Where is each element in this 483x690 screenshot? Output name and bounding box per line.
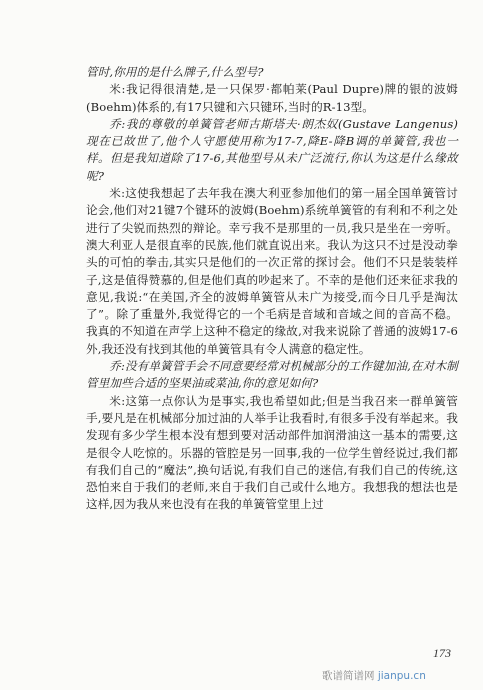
paragraph-4: 乔:没有单簧管手会不同意要经常对机械部分的工作键加油,在对木制管里加些合适的坚果油或菜油,你的意见如何? bbox=[86, 359, 458, 391]
watermark bbox=[322, 668, 426, 683]
paragraph-0: 管时,你用的是什么牌子,什么型号? bbox=[86, 65, 264, 79]
watermark-site-name: 歌谱简谱网 bbox=[322, 670, 375, 682]
body-text bbox=[86, 64, 458, 514]
paragraph-3: 米:这使我想起了去年我在澳大利亚参加他们的第一届全国单簧管讨论会,他们对21键7个键环的波姆(Boehm)系统单簧管的有利和不利之处进行了尖锐而热烈的辩论。幸亏我不是那里的一员,我只是坐在一旁听。澳大利亚人是很直率的民族,他们就直说出来。我认为这只不过是没动拳头的可怕的拳击,其实只是他们的一次正常的探讨会。他们不只是装装样子,这是值得赞慕的,但是他们真的吵起来了。不幸的是他们还来征求我的意见,我说:“在美国,齐全的波姆单簧管从未广为接受,而今日几乎是淘汰了”。除了重量外,我觉得它的一个毛病是音域和音域之间的音高不稳。我真的不知道在声学上这种不稳定的缘故,对我来说除了普通的波姆17-6外,我还没有找到其他的单簧管具有令人满意的稳定性。 bbox=[86, 186, 458, 356]
page-number: 173 bbox=[433, 646, 451, 660]
paragraph-1: 米:我记得很清楚,是一只保罗·都帕莱(Paul Dupre)牌的银的波姆(Boehm)体系的,有17只键和六只键环,当时的R-13型。 bbox=[86, 82, 458, 114]
paragraph-5: 米:这第一点你认为是事实,我也希望如此;但是当我召来一群单簧管手,要凡是在机械部分加过油的人举手让我看时,有很多手没有举起来。我发现有多少学生根本没有想到要对活动部件加润滑油这一基本的需要,这是很令人吃惊的。乐器的管腔是另一回事,我的一位学生曾经说过,我们都有我们自己的“魔法”,换句话说,有我们自己的迷信,有我们自己的传统,这恐怕来自于我们的老师,来自于我们自己或什么地方。我想我的想法也是这样,因为我从来也没有在我的单簧管堂里上过 bbox=[86, 393, 458, 512]
paragraph-2: 乔:我的尊敬的单簧管老师古斯塔夫·朗杰奴(Gustave Langenus)现在已故世了,他个人守愿使用称为17-7,降E-降B调的单簧管,我也一样。但是我知道除了17-6,其他型号从未广泛流行,你认为这是什么缘故呢? bbox=[86, 116, 458, 183]
watermark-url: jianpu.cn bbox=[377, 670, 426, 682]
